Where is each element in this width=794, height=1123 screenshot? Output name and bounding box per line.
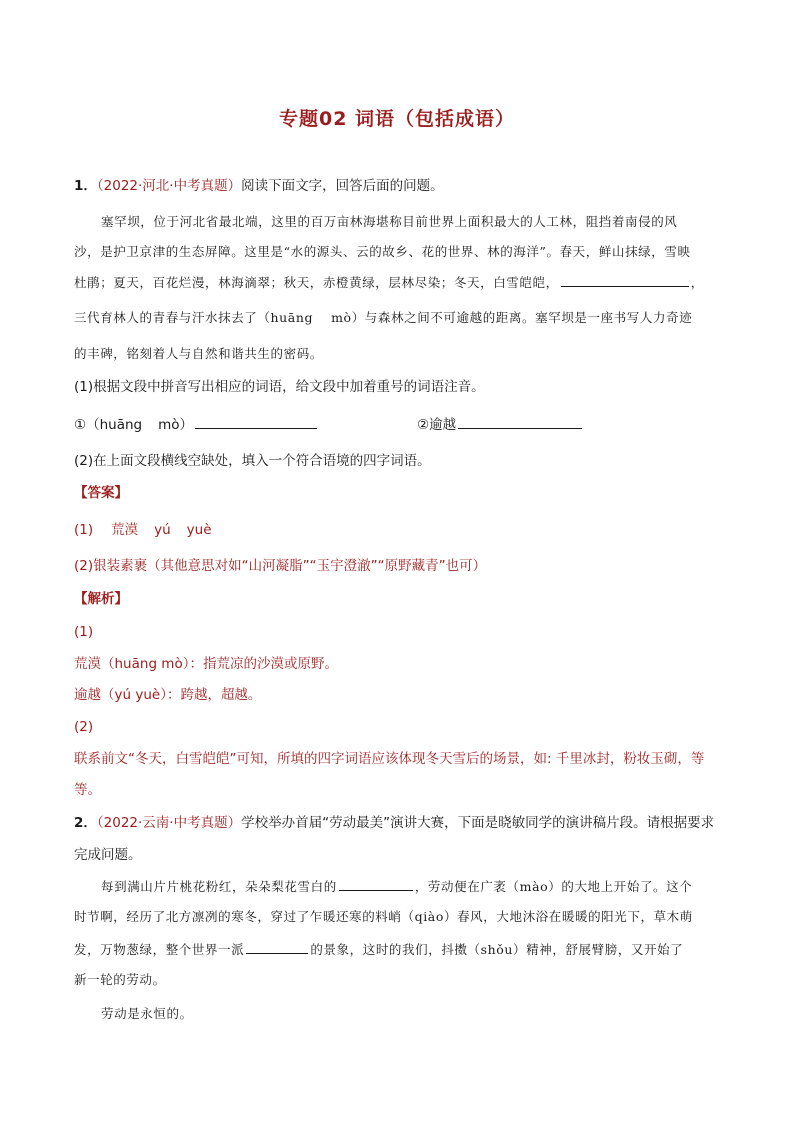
q2-passage-line-1-text: 每到满山片片桃花粉红，朵朵梨花雪白的 (101, 879, 337, 894)
q1-passage-line-1: 塞罕坝，位于河北省最北端，这里的百万亩林海堪称目前世界上面积最大的人工林，阻挡着南侵的风 (101, 214, 678, 229)
q2-passage-line-2: 时节啊，经历了北方凛冽的寒冬，穿过了乍暖还寒的料峭（qiào）春风，大地沐浴在暖暖的阳光下，草木萌 (74, 909, 693, 924)
answer-1 (74, 521, 724, 539)
q1-option-1-label-b: mò） (158, 417, 194, 433)
q2-passage-line-3-tail: 的景象，这时的我们，抖擞（shǒu）精神，舒展臂膀，又开始了 (310, 942, 684, 957)
q1-passage-line-4-text-b: mò）与森林之间不可逾越的距离。塞罕坝是一座书写人力奇迹 (331, 310, 693, 325)
q1-instruction: 阅读下面文字，回答后面的问题。 (241, 178, 444, 194)
q2-header (74, 814, 724, 832)
q1-passage-line-3 (74, 273, 724, 292)
analysis-label: 【解析】 (74, 591, 128, 607)
q2-passage-line-1-tail: ，劳动便在广袤（mào）的大地上开始了。这个 (414, 879, 693, 894)
analysis-2-line-2: 等。 (74, 782, 101, 798)
answer-label: 【答案】 (74, 485, 128, 501)
q1-option-2-label: ②逾越 (417, 417, 457, 433)
q1-passage-line-3-text: 杜鹃；夏天，百花烂漫，林海滴翠；秋天，赤橙黄绿，层林尽染；冬天，白雪皑皑， (74, 275, 559, 290)
q1-source: （2022·河北·中考真题） (96, 178, 242, 194)
answer-1-number: (1) (74, 522, 94, 538)
answer-2: (2)银装素裹（其他意思对如“山河凝脂”“玉宇澄澈”“原野藏青”也可） (74, 558, 487, 574)
q1-sub-question-2: (2)在上面文段横线空缺处，填入一个符合语境的四字词语。 (74, 453, 431, 469)
q1-option-1-blank[interactable] (195, 415, 317, 429)
answer-1-word: 荒漠 (111, 522, 139, 538)
q1-number: 1． (74, 178, 97, 194)
answer-1-pinyin-2: yuè (186, 522, 212, 538)
q2-passage-blank-1[interactable] (339, 877, 413, 891)
q2-number: 2． (74, 815, 97, 831)
q1-passage-line-4 (74, 309, 724, 327)
q1-header (74, 177, 724, 195)
analysis-1-line-2: 逾越（yú yuè）：跨越，超越。 (74, 687, 262, 703)
q1-passage-blank[interactable] (561, 273, 689, 287)
q2-passage-line-3-text: 发，万物葱绿，整个世界一派 (74, 942, 245, 957)
q2-passage-line-1 (101, 877, 724, 896)
q1-options-row (74, 415, 724, 434)
q1-passage-line-5: 的丰碑，铭刻着人与自然和谐共生的密码。 (74, 346, 323, 361)
analysis-2-line-1: 联系前文“冬天，白雪皑皑”可知，所填的四字词语应该体现冬天雪后的场景，如: 千里冰封，粉妆玉砌，等 (74, 751, 705, 767)
q1-option-2-blank[interactable] (458, 415, 582, 429)
q2-passage-line-4: 新一轮的劳动。 (74, 972, 166, 987)
q2-instruction-line-2: 完成问题。 (74, 847, 142, 863)
analysis-1-number: (1) (74, 624, 94, 640)
q2-instruction: 学校举办首届“劳动最美”演讲大赛，下面是晓敏同学的演讲稿片段。请根据要求 (241, 815, 715, 831)
analysis-2-number: (2) (74, 719, 94, 735)
q2-source: （2022·云南·中考真题） (96, 815, 242, 831)
answer-1-pinyin-1: yú (154, 522, 171, 538)
analysis-1-line-1: 荒漠（huāng mò）：指荒凉的沙漠或原野。 (74, 656, 338, 672)
q2-passage-line-5: 劳动是永恒的。 (101, 1006, 193, 1021)
q1-passage-line-3-tail: ， (690, 275, 704, 290)
q1-sub-question-1: (1)根据文段中拼音写出相应的词语，给文段中加着重号的词语注音。 (74, 379, 485, 395)
q1-passage-line-2: 沙，是护卫京津的生态屏障。这里是“水的源头、云的故乡、花的世界、林的海洋”。春天，鲜山抹绿，雪映 (74, 244, 691, 259)
page-title: 专题02 词语（包括成语） (278, 108, 516, 130)
q2-passage-blank-2[interactable] (246, 940, 308, 954)
q1-option-1-label-a: ①（huāng (74, 417, 143, 433)
q1-passage-line-4-text-a: 三代育林人的青春与汗水抹去了（huāng (74, 310, 314, 325)
q2-passage-line-3 (74, 940, 724, 959)
